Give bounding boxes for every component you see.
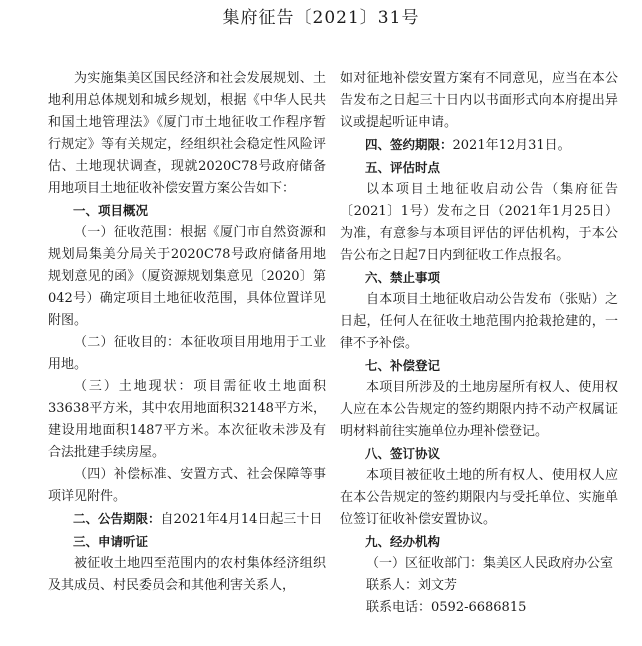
section-heading-label: 一、项目概况: [73, 203, 149, 218]
paragraph: 被征收土地四至范围内的农村集体经济组织及其成员、村民委员会和其他利害关系人，: [48, 556, 326, 593]
section-heading: [340, 157, 618, 179]
section-heading: [340, 267, 618, 289]
section-heading-value: 2021年12月31日。: [452, 138, 571, 153]
paragraph: （四）补偿标准、安置方式、社会保障等事项详见附件。: [48, 467, 326, 504]
paragraph: （二）征收目的：本征收项目用地用于工业用地。: [48, 335, 326, 372]
section-heading: [340, 531, 618, 553]
paragraph: 本项目被征收土地的所有权人、使用权人应在本公告规定的签约期限内与受托单位、实施单位签订征收补偿安置协议。: [340, 468, 618, 527]
section-heading: [340, 355, 618, 377]
document-title: 集府征告〔2021〕31号: [222, 8, 420, 28]
paragraph: 为实施集美区国民经济和社会发展规划、土地利用总体规划和城乡规划，根据《中华人民共和国土地管理法》《厦门市土地征收工作程序暂行规定》等有关规定，经组织社会稳定性风险评估、土地现状调查，现就2020C78号政府储备用地项目土地征收补偿安置方案公告如下：: [48, 71, 326, 196]
paragraph: 自本项目土地征收启动公告发布（张贴）之日起，任何人在征收土地范围内抢栽抢建的，一律不予补偿。: [340, 292, 618, 351]
section-heading-label: 七、补偿登记: [365, 358, 441, 373]
section-heading: [48, 508, 326, 531]
section-heading: [48, 531, 326, 553]
section-heading: [48, 200, 326, 222]
paragraph: 以本项目土地征收启动公告（集府征告〔2021〕1号）发布之日（2021年1月25日）为准，有意参与本项目评估的评估机构，于本公告公布之日起7日内到征收工作点报名。: [340, 182, 618, 263]
right-column: [340, 68, 618, 619]
section-heading-label: 二、公告期限：: [73, 511, 161, 526]
section-heading: [340, 443, 618, 465]
section-heading-label: 五、评估时点: [365, 160, 441, 175]
left-column: [48, 68, 326, 597]
paragraph: （一）征收范围：根据《厦门市自然资源和规划局集美分局关于2020C78号政府储备用地规划意见的函》（厦资源规划集意见〔2020〕第042号）确定项目土地征收范围，具体位置详见附图。: [48, 225, 326, 328]
paragraph: 联系电话：0592-6686815: [366, 600, 527, 615]
section-heading-value: 自2021年4月14日起三十日: [160, 512, 323, 527]
section-heading-label: 四、签约期限：: [365, 137, 453, 152]
section-heading-label: 九、经办机构: [365, 534, 441, 549]
section-heading-label: 八、签订协议: [365, 446, 441, 461]
paragraph: 联系人：刘文芳: [366, 578, 458, 593]
section-heading-label: 六、禁止事项: [365, 270, 441, 285]
section-heading: [340, 134, 618, 157]
paragraph: （一）区征收部门：集美区人民政府办公室: [366, 556, 614, 571]
paragraph: 如对征地补偿安置方案有不同意见，应当在本公告发布之日起三十日内以书面形式向本府提出异议或提起听证申请。: [340, 71, 618, 130]
section-heading-label: 三、申请听证: [73, 534, 149, 549]
paragraph: 本项目所涉及的土地房屋所有权人、使用权人应在本公告规定的签约期限内持不动产权属证明材料前往实施单位办理补偿登记。: [340, 380, 618, 439]
paragraph: （三）土地现状：项目需征收土地面积33638平方米，其中农用地面积32148平方米，建设用地面积1487平方米。本次征收未涉及有合法批建手续房屋。: [48, 379, 326, 460]
